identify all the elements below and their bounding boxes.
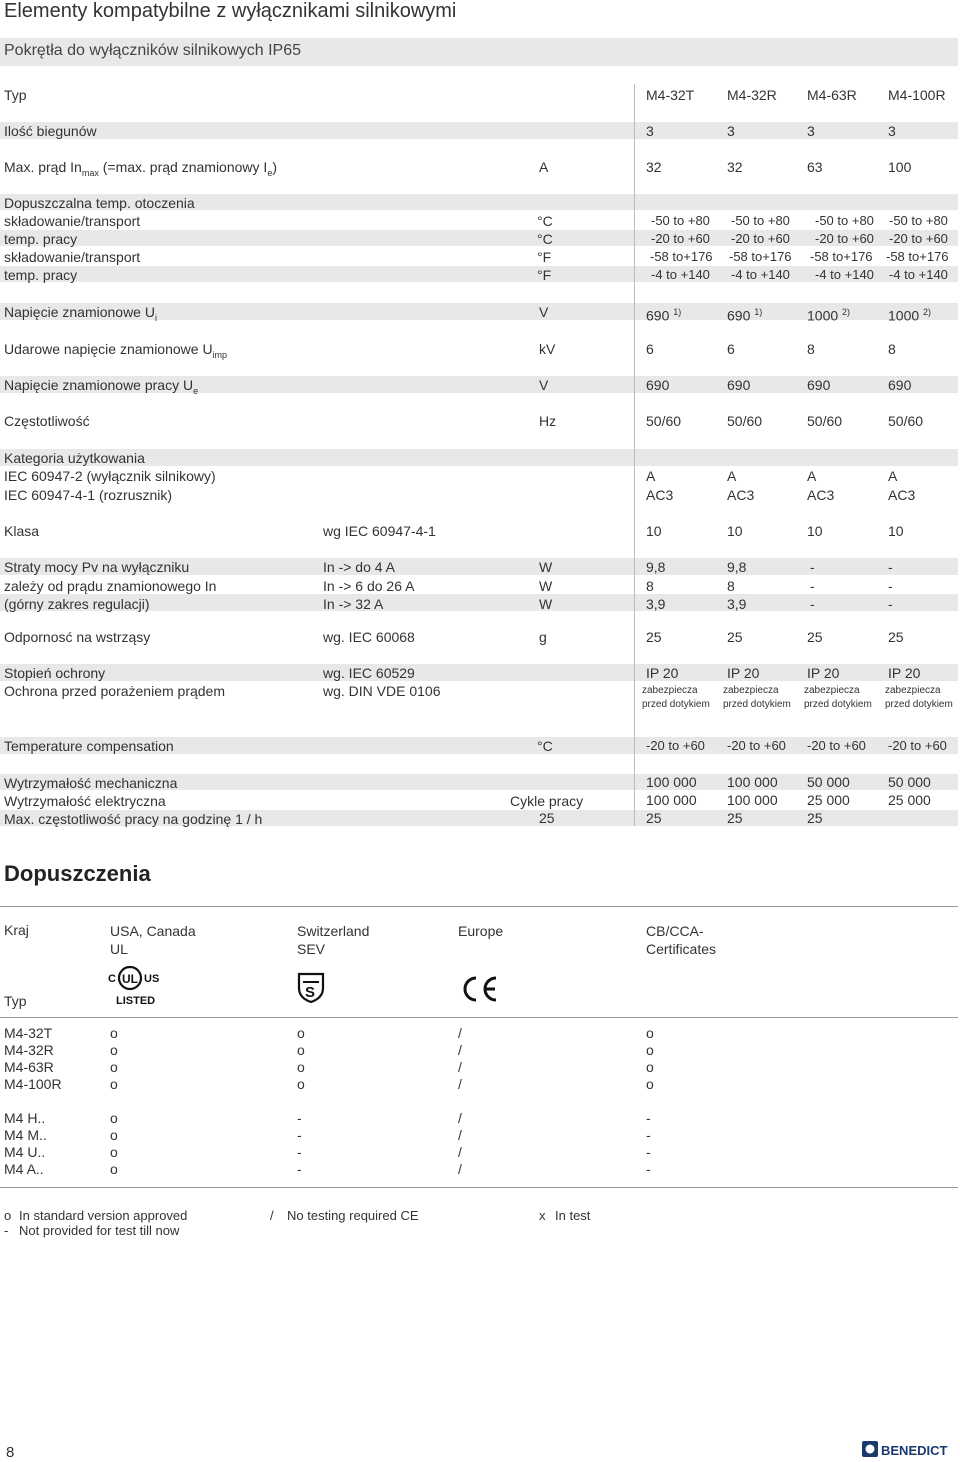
legend-symbol: o bbox=[4, 1208, 12, 1223]
unit: °F bbox=[537, 249, 552, 265]
approval-cell: o bbox=[297, 1076, 305, 1092]
cell: - bbox=[888, 559, 893, 575]
cell: 50/60 bbox=[646, 413, 682, 429]
cell: 25 bbox=[727, 810, 743, 826]
cell: A bbox=[888, 468, 898, 484]
cell: -20 to +60 bbox=[727, 738, 786, 753]
sev-logo bbox=[297, 970, 325, 1004]
cell: 10 bbox=[888, 523, 904, 539]
touch-cell: przed dotykiem bbox=[804, 699, 872, 710]
column-divider bbox=[634, 84, 635, 826]
cell: - bbox=[810, 596, 815, 612]
approval-cell: / bbox=[458, 1127, 462, 1143]
maxfreq-label: Max. częstotliwość pracy na godzinę 1 / h bbox=[4, 811, 263, 827]
cell: -4 to +140 bbox=[651, 267, 710, 282]
cell: -58 to+176 bbox=[810, 249, 873, 264]
cell: - bbox=[810, 578, 815, 594]
cell: 25 bbox=[888, 629, 904, 645]
touch-cell: zabezpiecza bbox=[723, 685, 779, 696]
approval-type: M4 A.. bbox=[4, 1161, 44, 1177]
approval-type: M4 M.. bbox=[4, 1127, 47, 1143]
touch-ref: wg. DIN VDE 0106 bbox=[323, 683, 441, 699]
losses-cond: In -> 32 A bbox=[323, 596, 384, 612]
cell: 100 bbox=[888, 159, 912, 175]
category-row-label: IEC 60947-4-1 (rozrusznik) bbox=[4, 487, 173, 503]
legend-text: No testing required CE bbox=[287, 1208, 419, 1223]
touch-cell: zabezpiecza bbox=[804, 685, 860, 696]
unit: °C bbox=[537, 231, 553, 247]
unit: kV bbox=[539, 341, 556, 357]
touch-cell: zabezpiecza bbox=[885, 685, 941, 696]
typ-label: Typ bbox=[4, 993, 27, 1009]
cell: 6 bbox=[727, 341, 735, 357]
approval-cell: o bbox=[110, 1042, 118, 1058]
cell: -4 to +140 bbox=[731, 267, 790, 282]
cell: A bbox=[807, 468, 817, 484]
ip-ref: wg. IEC 60529 bbox=[323, 665, 415, 681]
losses-cond: In -> 6 do 26 A bbox=[323, 578, 415, 594]
approval-cell: / bbox=[458, 1059, 462, 1075]
unit: g bbox=[539, 629, 547, 645]
temp-row-label: składowanie/transport bbox=[4, 249, 141, 265]
cell: 10 bbox=[807, 523, 823, 539]
cell: 9,8 bbox=[646, 559, 666, 575]
losses-cond: In -> do 4 A bbox=[323, 559, 395, 575]
approval-cell: - bbox=[297, 1110, 302, 1126]
approval-cell: - bbox=[646, 1110, 651, 1126]
cell: 50/60 bbox=[888, 413, 924, 429]
cell: -58 to+176 bbox=[886, 249, 949, 264]
imax-sub-b: e bbox=[267, 167, 273, 178]
cell: 50 000 bbox=[807, 774, 850, 790]
cell: 50/60 bbox=[727, 413, 763, 429]
cell: 10 bbox=[727, 523, 743, 539]
approval-type: M4-100R bbox=[4, 1076, 62, 1092]
cell-value: 1000 bbox=[888, 307, 920, 324]
section-subtitle: Pokrętła do wyłączników silnikowych IP65 bbox=[4, 42, 302, 59]
cell: 32 bbox=[727, 159, 743, 175]
cell-value: 690 bbox=[646, 307, 670, 324]
approval-cell: / bbox=[458, 1110, 462, 1126]
cell: AC3 bbox=[646, 487, 674, 503]
cell: AC3 bbox=[807, 487, 835, 503]
ue-sub: e bbox=[193, 385, 199, 396]
unit: V bbox=[539, 304, 549, 320]
temp-row-label: składowanie/transport bbox=[4, 213, 141, 229]
approval-type: M4-32R bbox=[4, 1042, 54, 1058]
page-number: 8 bbox=[6, 1444, 15, 1461]
shock-ref: wg. IEC 60068 bbox=[323, 629, 415, 645]
ui-sub: i bbox=[154, 312, 157, 323]
tempcomp-label: Temperature compensation bbox=[4, 738, 174, 754]
approval-cell: - bbox=[646, 1144, 651, 1160]
approval-cell: / bbox=[458, 1025, 462, 1041]
approval-col-header: Europe bbox=[458, 923, 504, 939]
unit: Cykle pracy bbox=[510, 793, 584, 809]
approval-cell: o bbox=[297, 1042, 305, 1058]
kraj-label: Kraj bbox=[4, 922, 29, 938]
cell: IP 20 bbox=[888, 665, 921, 681]
approval-col-header: SEV bbox=[297, 941, 326, 957]
legend-symbol: / bbox=[270, 1208, 274, 1223]
cell: -50 to +80 bbox=[651, 213, 710, 228]
unit: W bbox=[539, 596, 553, 612]
unit: W bbox=[539, 559, 553, 575]
approval-cell: o bbox=[646, 1076, 654, 1092]
cell: 3 bbox=[646, 123, 654, 139]
model-header: M4-32R bbox=[727, 87, 777, 103]
unit: Hz bbox=[539, 413, 557, 429]
unit: V bbox=[539, 377, 549, 393]
unit: 25 bbox=[539, 810, 555, 826]
approval-type: M4-32T bbox=[4, 1025, 53, 1041]
cell: - bbox=[810, 559, 815, 575]
ui-label bbox=[4, 303, 157, 327]
sev-mark: S bbox=[305, 984, 316, 1001]
cell bbox=[807, 303, 850, 325]
approval-col-header: USA, Canada bbox=[110, 923, 196, 939]
ul-listed: LISTED bbox=[116, 995, 156, 1007]
cell: 50/60 bbox=[807, 413, 843, 429]
typ-label: Typ bbox=[4, 87, 27, 103]
cell: 3 bbox=[888, 123, 896, 139]
unit: °C bbox=[537, 738, 553, 754]
cell: 25 bbox=[807, 810, 823, 826]
cell: 8 bbox=[646, 578, 654, 594]
cell: IP 20 bbox=[646, 665, 679, 681]
cell: -20 to +60 bbox=[731, 231, 790, 246]
legend-text: In test bbox=[555, 1208, 591, 1223]
cell: 3 bbox=[727, 123, 735, 139]
cell: -50 to +80 bbox=[731, 213, 790, 228]
losses-label: Straty mocy Pv na wyłączniku bbox=[4, 559, 190, 575]
temp-row-label: temp. pracy bbox=[4, 267, 78, 283]
elec-label: Wytrzymałość elektryczna bbox=[4, 793, 166, 809]
klasa-label: Klasa bbox=[4, 523, 40, 539]
cell: 8 bbox=[727, 578, 735, 594]
category-row-label: IEC 60947-2 (wyłącznik silnikowy) bbox=[4, 468, 216, 484]
approval-cell: o bbox=[110, 1025, 118, 1041]
cell: 25 bbox=[727, 629, 743, 645]
legend-text: In standard version approved bbox=[19, 1208, 188, 1223]
model-header: M4-63R bbox=[807, 87, 857, 103]
mech-label: Wytrzymałość mechaniczna bbox=[4, 775, 178, 791]
cell: 690 bbox=[646, 377, 670, 393]
footnote: 1) bbox=[673, 307, 682, 317]
cell: 100 000 bbox=[727, 792, 778, 808]
ul-us: US bbox=[144, 973, 160, 985]
imax-label-a: Max. prąd In bbox=[4, 159, 82, 175]
imax-label-c: ) bbox=[272, 159, 277, 175]
shock-label: Odpornosć na wstrząsy bbox=[4, 629, 151, 645]
approval-col-header: Switzerland bbox=[297, 923, 370, 939]
approval-cell: o bbox=[297, 1025, 305, 1041]
losses-label: (górny zakres regulacji) bbox=[4, 596, 150, 612]
cell: 690 bbox=[807, 377, 831, 393]
touch-cell: przed dotykiem bbox=[642, 699, 710, 710]
legend-symbol: x bbox=[539, 1208, 546, 1223]
cell: A bbox=[727, 468, 737, 484]
cell: 690 bbox=[727, 377, 751, 393]
cell bbox=[646, 303, 681, 325]
cell: 25 bbox=[807, 629, 823, 645]
uimp-label bbox=[4, 340, 227, 364]
approval-cell: - bbox=[297, 1161, 302, 1177]
cell-value: 1000 bbox=[807, 307, 839, 324]
cell: -20 to +60 bbox=[807, 738, 866, 753]
klasa-ref: wg IEC 60947-4-1 bbox=[323, 523, 436, 539]
cell: -58 to+176 bbox=[650, 249, 713, 264]
approval-cell: / bbox=[458, 1144, 462, 1160]
benedict-logo bbox=[862, 1440, 958, 1458]
approval-type: M4 U.. bbox=[4, 1144, 46, 1160]
ue-label bbox=[4, 376, 198, 400]
cell: 3 bbox=[807, 123, 815, 139]
cell: -50 to +80 bbox=[889, 213, 948, 228]
cell: 690 bbox=[888, 377, 912, 393]
cell-value: 690 bbox=[727, 307, 751, 324]
approval-cell: o bbox=[646, 1042, 654, 1058]
touch-label: Ochrona przed porażeniem prądem bbox=[4, 683, 226, 699]
cell: 32 bbox=[646, 159, 662, 175]
freq-label: Częstotliwość bbox=[4, 413, 90, 429]
cell: 25 000 bbox=[807, 792, 850, 808]
legend-text: Not provided for test till now bbox=[19, 1223, 180, 1238]
ul-mark: UL bbox=[122, 972, 138, 986]
legend-symbol: - bbox=[4, 1223, 9, 1238]
unit: °F bbox=[537, 267, 552, 283]
footnote: 2) bbox=[842, 307, 851, 317]
cell: 100 000 bbox=[646, 774, 697, 790]
divider bbox=[0, 906, 958, 907]
cell: -20 to +60 bbox=[651, 231, 710, 246]
unit: A bbox=[539, 159, 549, 175]
cell: 100 000 bbox=[727, 774, 778, 790]
ce-logo bbox=[458, 974, 500, 1004]
ui-label-text: Napięcie znamionowe U bbox=[4, 304, 155, 320]
approval-col-header: UL bbox=[110, 941, 128, 957]
cell bbox=[727, 303, 762, 325]
cell: IP 20 bbox=[727, 665, 760, 681]
cell bbox=[888, 303, 931, 325]
footnote: 1) bbox=[754, 307, 763, 317]
approval-cell: - bbox=[646, 1127, 651, 1143]
approval-cell: o bbox=[110, 1076, 118, 1092]
cell: AC3 bbox=[727, 487, 755, 503]
uimp-sub: imp bbox=[212, 349, 228, 360]
model-header: M4-100R bbox=[888, 87, 946, 103]
temp-row-label: temp. pracy bbox=[4, 231, 78, 247]
cell: 8 bbox=[807, 341, 815, 357]
brand-text: BENEDICT bbox=[881, 1443, 948, 1458]
cell: - bbox=[888, 596, 893, 612]
cell: -58 to+176 bbox=[729, 249, 792, 264]
approval-col-header: CB/CCA- bbox=[646, 923, 704, 939]
cell: 6 bbox=[646, 341, 654, 357]
cell: -50 to +80 bbox=[815, 213, 874, 228]
divider bbox=[0, 1017, 958, 1018]
cell: 25 bbox=[646, 810, 662, 826]
unit: W bbox=[539, 578, 553, 594]
divider bbox=[0, 1187, 958, 1188]
touch-cell: przed dotykiem bbox=[723, 699, 791, 710]
cell: 50 000 bbox=[888, 774, 931, 790]
approval-cell: o bbox=[297, 1059, 305, 1075]
losses-label: zależy od prądu znamionowego In bbox=[4, 578, 217, 594]
approval-cell: o bbox=[110, 1144, 118, 1160]
cell: 25 bbox=[646, 629, 662, 645]
page-title: Elementy kompatybilne z wyłącznikami silnikowymi bbox=[4, 0, 457, 22]
model-header: M4-32T bbox=[646, 87, 695, 103]
approval-cell: o bbox=[110, 1161, 118, 1177]
approval-cell: o bbox=[110, 1127, 118, 1143]
approval-cell: - bbox=[297, 1144, 302, 1160]
approval-cell: - bbox=[646, 1161, 651, 1177]
approval-type: M4 H.. bbox=[4, 1110, 46, 1126]
cell: A bbox=[646, 468, 656, 484]
imax-label bbox=[4, 158, 277, 182]
cell: 10 bbox=[646, 523, 662, 539]
cell: 63 bbox=[807, 159, 823, 175]
cell: -20 to +60 bbox=[646, 738, 705, 753]
cell: -4 to +140 bbox=[815, 267, 874, 282]
imax-label-b: (=max. prąd znamionowy I bbox=[98, 159, 268, 175]
approval-cell: - bbox=[297, 1127, 302, 1143]
cell: AC3 bbox=[888, 487, 916, 503]
approval-cell: / bbox=[458, 1161, 462, 1177]
cell: -20 to +60 bbox=[815, 231, 874, 246]
ul-listed-logo bbox=[108, 964, 168, 1008]
approval-type: M4-63R bbox=[4, 1059, 54, 1075]
cell: 100 000 bbox=[646, 792, 697, 808]
approvals-title: Dopuszczenia bbox=[4, 861, 151, 886]
footnote: 2) bbox=[923, 307, 932, 317]
approval-col-header: Certificates bbox=[646, 941, 717, 957]
approval-cell: / bbox=[458, 1076, 462, 1092]
poles-label: Ilość biegunów bbox=[4, 123, 97, 139]
uimp-label-text: Udarowe napięcie znamionowe U bbox=[4, 341, 213, 357]
temp-title: Dopuszczalna temp. otoczenia bbox=[4, 195, 195, 211]
approval-cell: / bbox=[458, 1042, 462, 1058]
approval-cell: o bbox=[110, 1059, 118, 1075]
cell: -20 to +60 bbox=[889, 231, 948, 246]
cell: - bbox=[888, 578, 893, 594]
touch-cell: przed dotykiem bbox=[885, 699, 953, 710]
cell: 25 000 bbox=[888, 792, 931, 808]
ip-label: Stopień ochrony bbox=[4, 665, 106, 681]
cell: -20 to +60 bbox=[888, 738, 947, 753]
category-title: Kategoria użytkowania bbox=[4, 450, 145, 466]
approval-cell: o bbox=[646, 1059, 654, 1075]
imax-sub-a: max bbox=[81, 167, 99, 178]
cell: 8 bbox=[888, 341, 896, 357]
cell: 3,9 bbox=[727, 596, 747, 612]
ue-label-text: Napięcie znamionowe pracy U bbox=[4, 377, 194, 393]
unit: °C bbox=[537, 213, 553, 229]
cell: 9,8 bbox=[727, 559, 747, 575]
cell: IP 20 bbox=[807, 665, 840, 681]
ul-c: C bbox=[108, 973, 116, 985]
approval-cell: o bbox=[646, 1025, 654, 1041]
cell: 3,9 bbox=[646, 596, 666, 612]
touch-cell: zabezpiecza bbox=[642, 685, 698, 696]
cell: -4 to +140 bbox=[889, 267, 948, 282]
approval-cell: o bbox=[110, 1110, 118, 1126]
